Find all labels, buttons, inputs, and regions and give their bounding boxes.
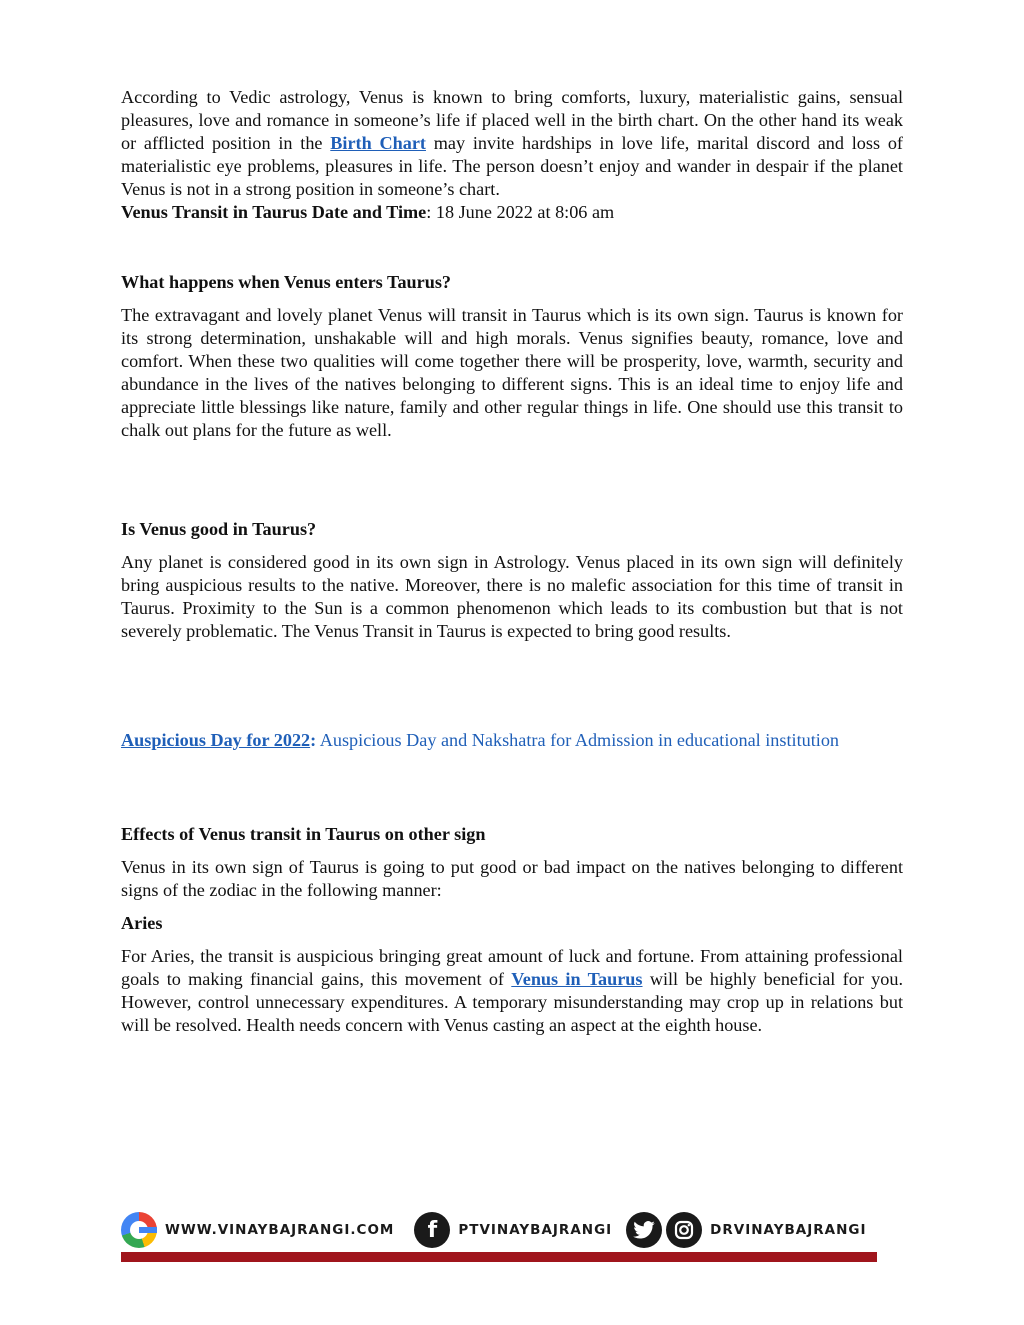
- venus-in-taurus-link[interactable]: Venus in Taurus: [511, 969, 643, 989]
- auspicious-day-link[interactable]: Auspicious Day for 2022: [121, 730, 311, 750]
- intro-paragraph: According to Vedic astrology, Venus is known to bring comforts, luxury, materialistic gains, sensual pleasures, love and romance in someone’s life if placed well in the birth chart. On the other hand its weak or afflicted position in the Birth Chart may invite hardships in love life, marital discord and loss of materialistic eye problems, pleasures in life. The person doesn’t enjoy and wander in despair if the planet Venus is not in a strong position in someone’s chart.: [121, 87, 903, 199]
- birth-chart-link[interactable]: Birth Chart: [330, 133, 426, 153]
- transit-date-label: Venus Transit in Taurus Date and Time: [121, 202, 427, 222]
- facebook-icon[interactable]: f: [414, 1212, 450, 1248]
- footer-row: [121, 1210, 877, 1250]
- transit-date-line: [121, 201, 903, 224]
- auspicious-day-line: Auspicious Day for 2022: Auspicious Day and Nakshatra for Admission in educational institution: [121, 730, 840, 750]
- document-page: [121, 86, 903, 1037]
- footer-red-bar: [121, 1252, 877, 1262]
- heading-venus-good: Is Venus good in Taurus?: [121, 519, 317, 539]
- auspicious-day-text: Auspicious Day and Nakshatra for Admission in educational institution: [316, 730, 840, 750]
- google-icon: [121, 1212, 157, 1248]
- facebook-handle[interactable]: PTVINAYBAJRANGI: [458, 1222, 613, 1238]
- website-text[interactable]: WWW.VINAYBAJRANGI.COM: [165, 1222, 395, 1238]
- twitter-icon[interactable]: [626, 1212, 662, 1248]
- heading-venus-enters: What happens when Venus enters Taurus?: [121, 272, 452, 292]
- paragraph-effects: Venus in its own sign of Taurus is going to put good or bad impact on the natives belonging to different signs of the zodiac in the following manner:: [121, 857, 903, 900]
- heading-effects: Effects of Venus transit in Taurus on other sign: [121, 824, 486, 844]
- social-handle[interactable]: DRVINAYBAJRANGI: [710, 1222, 867, 1238]
- transit-date-value: : 18 June 2022 at 8:06 am: [426, 202, 615, 222]
- paragraph-venus-good: Any planet is considered good in its own sign in Astrology. Venus placed in its own sign will definitely bring auspicious results to the native. Moreover, there is no malefic association for this time of transit in Taurus. Proximity to the Sun is a common phenomenon which leads to its combustion but that is not severely problematic. The Venus Transit in Taurus is expected to bring good results.: [121, 552, 903, 641]
- instagram-icon[interactable]: [666, 1212, 702, 1248]
- heading-aries: Aries: [121, 913, 163, 933]
- paragraph-aries: For Aries, the transit is auspicious bringing great amount of luck and fortune. From attaining professional goals to making financial gains, this movement of Venus in Taurus will be highly beneficial for you. However, control unnecessary expenditures. A temporary misunderstanding may crop up in relations but will be resolved. Health needs concern with Venus casting an aspect at the eighth house.: [121, 946, 904, 1035]
- footer-banner: [121, 1210, 877, 1264]
- paragraph-venus-enters: The extravagant and lovely planet Venus will transit in Taurus which is its own sign. Taurus is known for its strong determination, unshakable will and high morals. Venus signifies beauty, romance, love and comfort. When these two qualities will come together there will be prosperity, love, warmth, security and abundance in the lives of the natives belonging to different signs. This is an ideal time to enjoy life and appreciate little blessings like nature, family and other regular things in life. One should use this transit to chalk out plans for the future as well.: [121, 305, 903, 440]
